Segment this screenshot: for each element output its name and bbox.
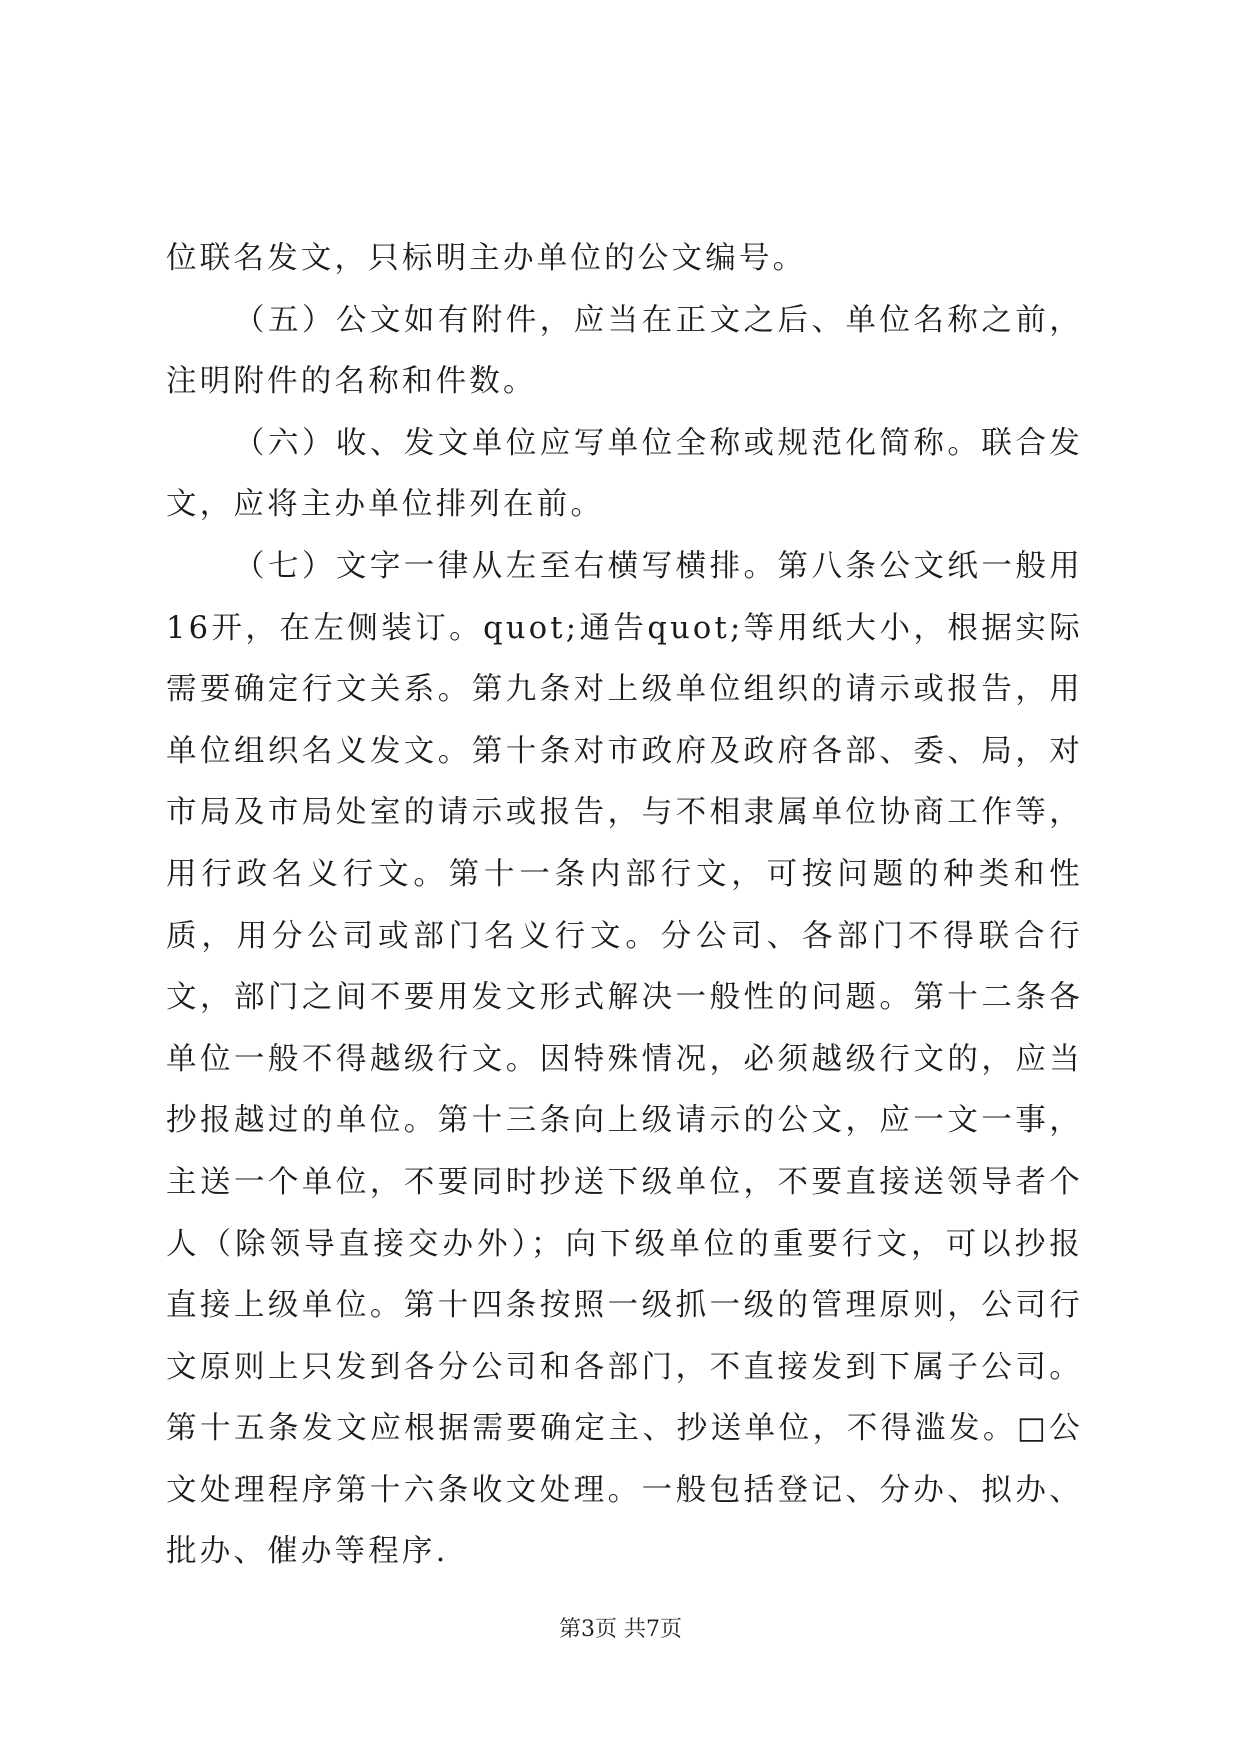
paragraph-continuation: 位联名发文，只标明主办单位的公文编号。 (166, 241, 807, 276)
paragraph-item-6: （六）收、发文单位应写单位全称或规范化简称。联合发文，应将主办单位排列在前。 (166, 425, 1083, 523)
paragraph-item-7: （七）文字一律从左至右横写横排。第八条公文纸一般用16开，在左侧装订。quot;通告quot;等用纸大小，根据实际需要确定行文关系。第九条对上级单位组织的请示或报告，用单位组织名义发文。第十条对市政府及政府各部、委、局，对市局及市局处室的请示或报告，与不相隶属单位协商工作等，用行政名义行文。第十一条内部行文，可按问题的种类和性质，用分公司或部门名义行文。分公司、各部门不得联合行文，部门之间不要用发文形式解决一般性的问题。第十二条各单位一般不得越级行文。因特殊情况，必须越级行文的，应当抄报越过的单位。第十三条向上级请示的公文，应一文一事，主送一个单位，不要同时抄送下级单位，不要直接送领导者个人（除领导直接交办外）；向下级单位的重要行文，可以抄报直接上级单位。第十四条按照一级抓一级的管理原则，公司行文原则上只发到各分公司和各部门，不直接发到下属子公司。第十五条发文应根据需要确定主、抄送单位，不得滥发。□公文处理程序第十六条收文处理。一般包括登记、分办、拟办、批办、催办等程序. (166, 548, 1083, 1570)
page-number: 第3页 共7页 (559, 1617, 682, 1642)
paragraph-item-5: （五）公文如有附件，应当在正文之后、单位名称之前，注明附件的名称和件数。 (166, 302, 1083, 400)
page-footer (0, 1612, 1241, 1643)
document-body (166, 228, 1083, 1583)
